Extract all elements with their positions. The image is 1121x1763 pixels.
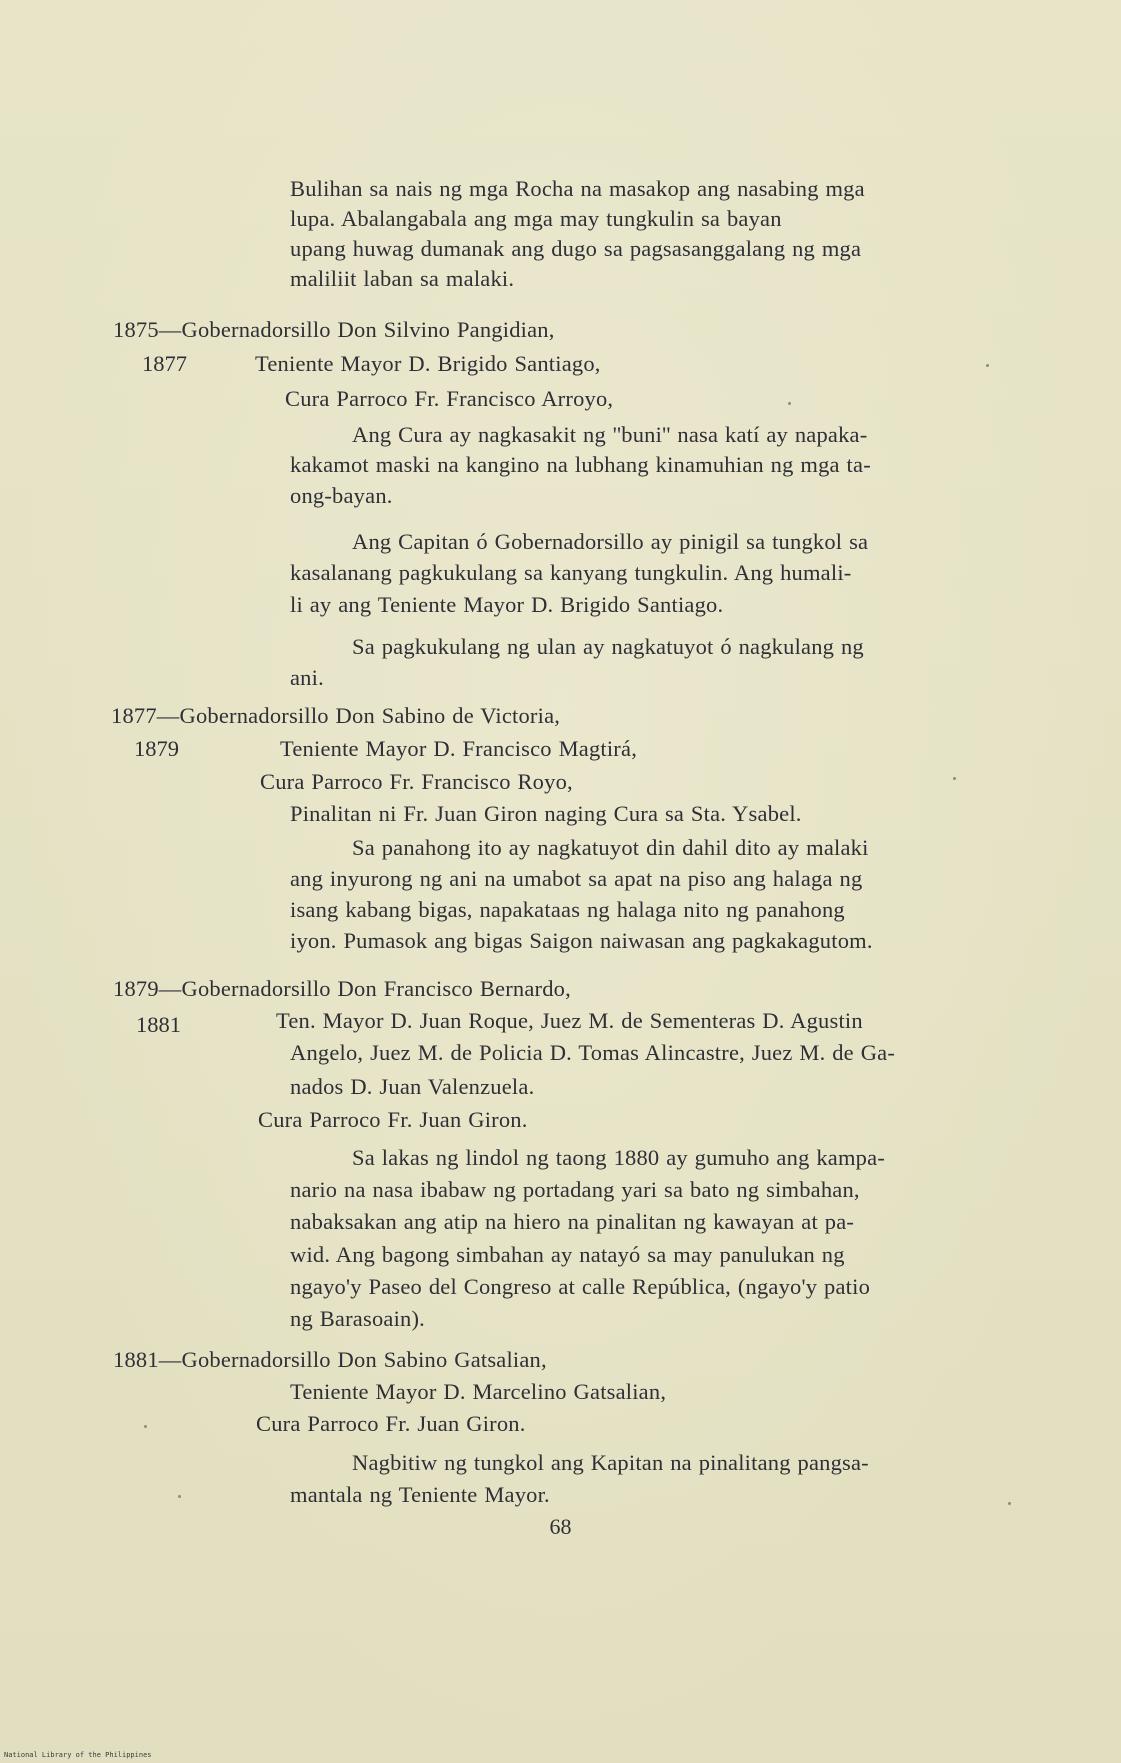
year-label: 1879 (134, 736, 179, 761)
text-line: kakamot maski na kangino na lubhang kinamuhian ng mga ta- (290, 452, 871, 477)
text-line: Ang Cura ay nagkasakit ng ''buni'' nasa katí ay napaka- (352, 422, 868, 447)
entry-heading: 1875—Gobernadorsillo Don Silvino Pangidian, (113, 317, 555, 342)
year-label: 1877 (142, 351, 187, 376)
paper-speck (144, 1425, 147, 1428)
paper-speck (1008, 1502, 1011, 1505)
text-line: ang inyurong ng ani na umabot sa apat na piso ang halaga ng (290, 866, 863, 891)
text-line: Teniente Mayor D. Marcelino Gatsalian, (290, 1379, 667, 1404)
text-line: ani. (290, 665, 324, 690)
text-line: Sa panahong ito ay nagkatuyot din dahil dito ay malaki (352, 835, 869, 860)
text-line: li ay ang Teniente Mayor D. Brigido Santiago. (290, 592, 724, 617)
text-line: nabaksakan ang atip na hiero na pinalitan ng kawayan at pa- (290, 1209, 855, 1234)
entry-heading: 1879—Gobernadorsillo Don Francisco Bernardo, (113, 976, 571, 1001)
text-line: ng Barasoain). (290, 1306, 426, 1331)
text-line: ong-bayan. (290, 483, 393, 508)
text-line: Sa lakas ng lindol ng taong 1880 ay gumuho ang kampa- (352, 1145, 886, 1170)
entry-heading: 1881—Gobernadorsillo Don Sabino Gatsalian, (113, 1347, 547, 1372)
text-line: maliliit laban sa malaki. (290, 266, 515, 291)
text-line: nario na nasa ibabaw ng portadang yari sa bato ng simbahan, (290, 1177, 860, 1202)
text-line: Cura Parroco Fr. Juan Giron. (258, 1107, 528, 1132)
entry-heading: 1877—Gobernadorsillo Don Sabino de Victoria, (111, 703, 561, 728)
text-line: upang huwag dumanak ang dugo sa pagsasanggalang ng mga (290, 236, 862, 261)
paper-speck (953, 777, 956, 780)
paper-speck (788, 402, 791, 405)
library-footer: National Library of the Philippines (4, 1751, 152, 1759)
text-line: Cura Parroco Fr. Francisco Arroyo, (285, 386, 614, 411)
text-line: nados D. Juan Valenzuela. (290, 1074, 535, 1099)
text-line: mantala ng Teniente Mayor. (290, 1482, 550, 1507)
text-line: Ang Capitan ó Gobernadorsillo ay pinigil sa tungkol sa (352, 529, 869, 554)
page-number: 68 (549, 1514, 572, 1539)
text-line: Teniente Mayor D. Francisco Magtirá, (280, 736, 638, 761)
text-line: Angelo, Juez M. de Policia D. Tomas Alincastre, Juez M. de Ga- (290, 1040, 896, 1065)
text-line: kasalanang pagkukulang sa kanyang tungkulin. Ang humali- (290, 560, 852, 585)
text-line: Pinalitan ni Fr. Juan Giron naging Cura sa Sta. Ysabel. (290, 801, 802, 826)
text-line: Bulihan sa nais ng mga Rocha na masakop ang nasabing mga (290, 176, 865, 201)
text-line: isang kabang bigas, napakataas ng halaga nito ng panahong (290, 897, 845, 922)
text-line: Cura Parroco Fr. Francisco Royo, (260, 769, 573, 794)
year-label: 1881 (136, 1012, 181, 1037)
text-line: Ten. Mayor D. Juan Roque, Juez M. de Sementeras D. Agustin (276, 1008, 863, 1033)
paper-speck (178, 1495, 181, 1498)
paper-speck (986, 364, 989, 367)
text-line: iyon. Pumasok ang bigas Saigon naiwasan ang pagkakagutom. (290, 928, 873, 953)
text-line: Sa pagkukulang ng ulan ay nagkatuyot ó nagkulang ng (352, 634, 864, 659)
text-line: wid. Ang bagong simbahan ay natayó sa may panulukan ng (290, 1242, 845, 1267)
text-line: lupa. Abalangabala ang mga may tungkulin sa bayan (290, 206, 782, 231)
text-line: ngayo'y Paseo del Congreso at calle República, (ngayo'y patio (290, 1274, 871, 1299)
text-line: Cura Parroco Fr. Juan Giron. (256, 1411, 526, 1436)
text-line: Teniente Mayor D. Brigido Santiago, (255, 351, 601, 376)
text-line: Nagbitiw ng tungkol ang Kapitan na pinalitang pangsa- (352, 1450, 869, 1475)
